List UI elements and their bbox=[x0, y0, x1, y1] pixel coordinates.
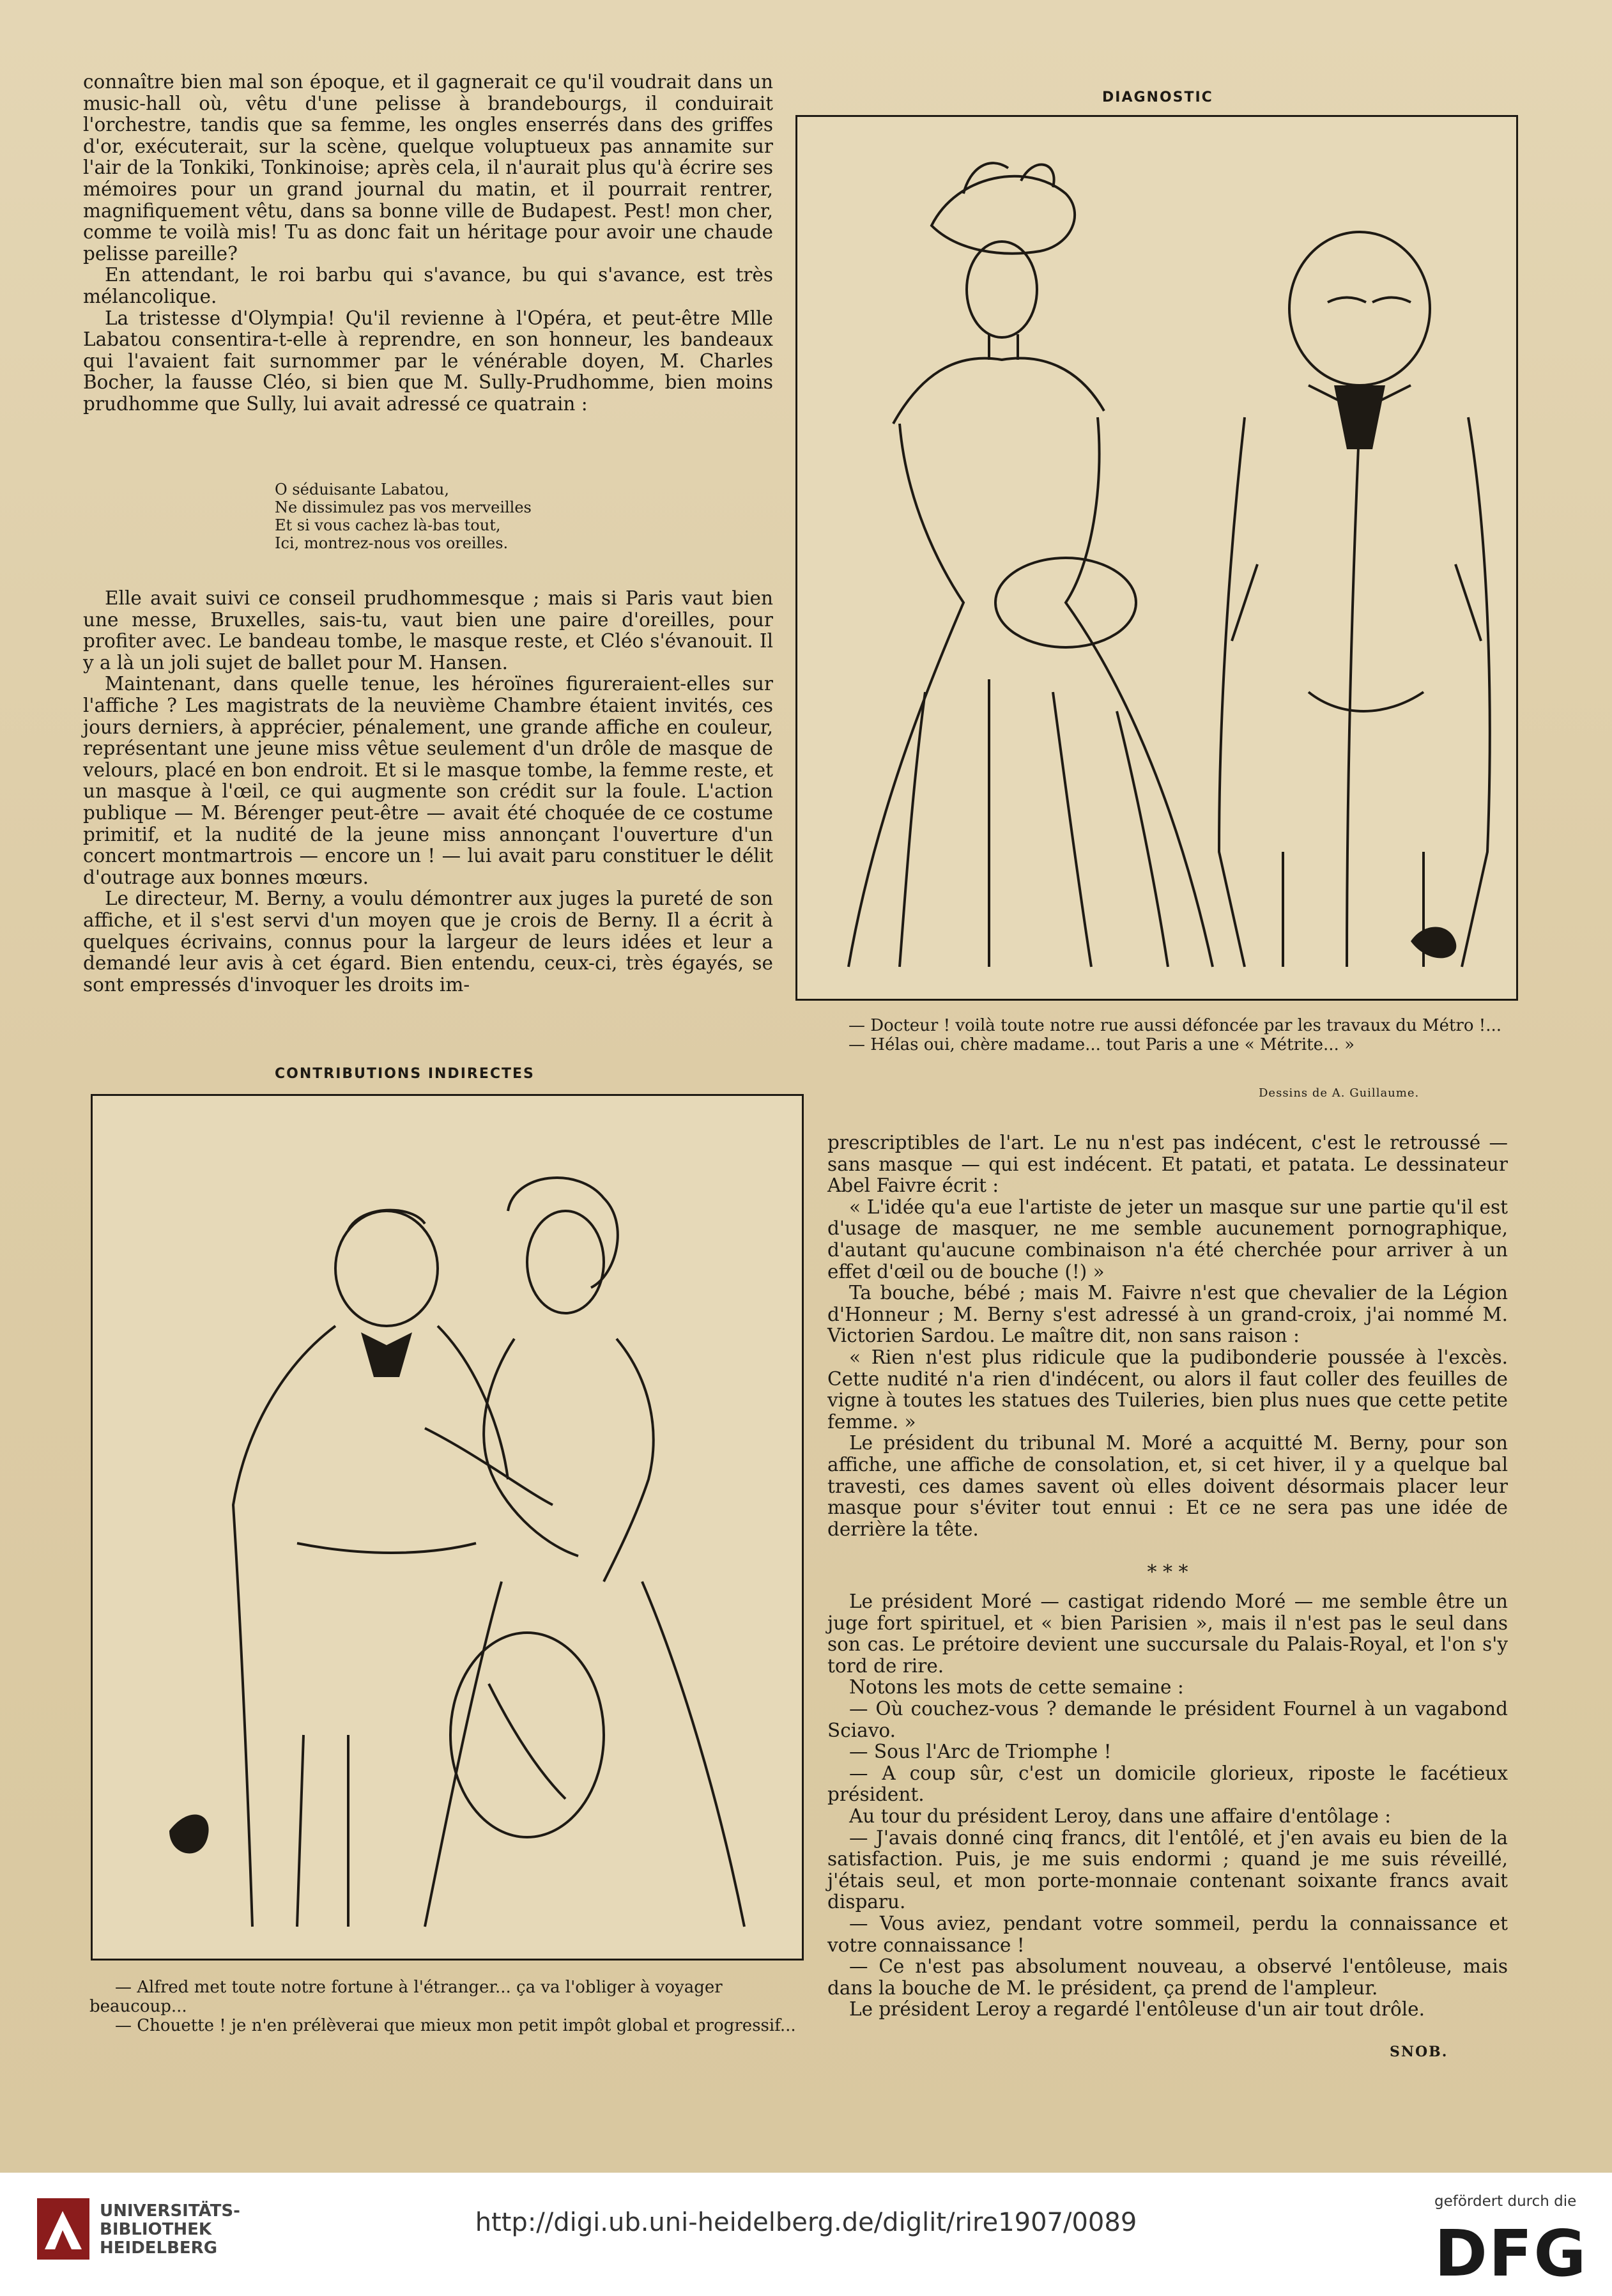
illustration-diagnostic bbox=[795, 115, 1518, 1001]
illustration-title: DIAGNOSTIC bbox=[1102, 89, 1213, 105]
paragraph: « Rien n'est plus ridicule que la pudibonderie poussée à l'excès. Cette nudité n'a rien d'indécent, ou alors il faut coller des feuilles de vigne à toutes les statues des Tuileries, bien plus nues que cette petite femme. » bbox=[827, 1346, 1508, 1433]
paragraph: — J'avais donné cinq francs, dit l'entôlé, et j'en avais eu bien de la satisfaction. Puis, je me suis endormi ; quand je me suis réveillé, j'étais seul, et mon porte-monnaie contenant soixante francs avait disparu. bbox=[827, 1826, 1508, 1913]
quatrain-line: Ici, montrez-nous vos oreilles. bbox=[275, 534, 509, 552]
legend-line: — Chouette ! je n'en prélèverai que mieux mon petit impôt global et progressif... bbox=[115, 2016, 796, 2035]
paragraph: prescriptibles de l'art. Le nu n'est pas indécent, c'est le retroussé — sans masque — qui est indécent. Et patati, et patata. Le dessinateur Abel Faivre écrit : bbox=[827, 1132, 1508, 1197]
quatrain-line: O séduisante Labatou, bbox=[275, 481, 449, 498]
university-name-line: HEIDELBERG bbox=[100, 2238, 218, 2258]
illustration-title: CONTRIBUTIONS INDIRECTES bbox=[275, 1066, 535, 1082]
legend-line: — Docteur ! voilà toute notre rue aussi défoncée par les travaux du Métro !... bbox=[848, 1016, 1501, 1035]
paragraph: La tristesse d'Olympia! Qu'il revienne à l'Opéra, et peut-être Mlle Labatou consentira-t-elle à reprendre, en son honneur, les bandeaux qui l'avaient fait surnommer par le vénérable doyen, M. Charles Bocher, la fausse Cléo, si bien que M. Sully-Prudhomme, bien moins prudhomme que Sully, lui avait adressé ce quatrain : bbox=[83, 307, 773, 415]
right-column-second bbox=[827, 1591, 1508, 2021]
dfg-logo[interactable]: DFG bbox=[1434, 2216, 1588, 2291]
paragraph: — Vous aviez, pendant votre sommeil, perdu la connaissance et votre connaissance ! bbox=[827, 1912, 1508, 1956]
paragraph: Le président Moré — castigat ridendo Moré — me semble être un juge fort spirituel, et « bien Parisien », mais il n'est pas le seul dans son cas. Le prétoire devient une succursale du Palais-Royal, et l'on s'y tord de rire. bbox=[827, 1591, 1508, 1677]
asterism: * * * bbox=[1147, 1561, 1188, 1583]
illustration-credit: Dessins de A. Guillaume. bbox=[1259, 1086, 1420, 1100]
sponsor-text: gefördert durch die bbox=[1434, 2193, 1577, 2210]
paragraph: Le président Leroy a regardé l'entôleuse d'un air tout drôle. bbox=[849, 1998, 1425, 2021]
left-column-top bbox=[83, 72, 773, 415]
right-column bbox=[827, 1132, 1508, 1540]
contributions-drawing bbox=[93, 1096, 802, 1959]
quatrain-line: Ne dissimulez pas vos merveilles bbox=[275, 498, 532, 516]
paragraph: Le directeur, M. Berny, a voulu démontrer aux juges la pureté de son affiche, et il s'est servi d'un moyen que je crois de Berny. Il a écrit à quelques écrivains, connus pour la largeur de leurs idées et leur a demandé leur avis à cet égard. Bien entendu, ceux-ci, très égayés, se sont empressés d'invoquer les droits im- bbox=[83, 888, 773, 996]
paragraph: « L'idée qu'a eue l'artiste de jeter un masque sur une partie qu'il est d'usage de masquer, ne me semble aucunement pornographique, d'autant qu'aucune combinaison n'a été cherchée pour arriver à un effet d'œil ou de bouche (!) » bbox=[827, 1196, 1508, 1283]
university-name-line: UNIVERSITÄTS- bbox=[100, 2201, 240, 2221]
paragraph: connaître bien mal son époque, et il gagnerait ce qu'il voudrait dans un music-hall où, vêtu d'une pelisse à brandebourgs, il conduirait l'orchestre, tandis que sa femme, les ongles enserrés dans des griffes d'or, exécuterait, sur la scène, quelque voluptueux pas annamite sur l'air de la Tonkiki, Tonkinoise; après cela, il n'aurait plus qu'à écrire ses mémoires pour un grand journal du matin, et il pourrait rentrer, magnifiquement vêtu, dans sa bonne ville de Budapest. Pest! mon cher, comme te voilà mis! Tu as donc fait un héritage pour avoir une chaude pelisse pareille? bbox=[83, 71, 773, 265]
author-signature: SNOB. bbox=[1390, 2044, 1448, 2060]
paragraph: Notons les mots de cette semaine : bbox=[849, 1676, 1184, 1699]
paragraph: En attendant, le roi barbu qui s'avance, bu qui s'avance, est très mélancolique. bbox=[83, 264, 773, 307]
paragraph: Au tour du président Leroy, dans une affaire d'entôlage : bbox=[849, 1805, 1392, 1827]
left-column-bottom bbox=[83, 588, 773, 996]
quatrain bbox=[275, 481, 532, 552]
paragraph: Le président du tribunal M. Moré a acquitté M. Berny, pour son affiche, une affiche de consolation, et, si cet hiver, il y a quelque bal travesti, ces dames savent où elles doivent désormais placer leur masque pour s'éviter tout ennui : Et ce ne sera pas une idée de derrière la tête. bbox=[827, 1432, 1508, 1540]
diagnostic-legend bbox=[797, 1016, 1513, 1054]
illustration-contributions bbox=[91, 1094, 804, 1961]
legend-line: — Alfred met toute notre fortune à l'étranger... ça va l'obliger à voyager beaucoup... bbox=[89, 1978, 723, 2016]
paragraph: Maintenant, dans quelle tenue, les héroïnes figureraient-elles sur l'affiche ? Les magistrats de la neuvième Chambre étaient invités, ces jours derniers, à apprécier, pénalement, une grande affiche en couleur, représentant une jeune miss vêtue seulement d'un drôle de masque de velours, placé en bon endroit. Et si le masque tombe, la femme reste, et un masque à l'œil, ce qui augmente son crédit sur la foule. L'action publique — M. Bérenger peut-être — avait été choquée de ce costume primitif, et la nudité de la jeune miss annonçant l'ouverture d'un concert montmartrois — encore un ! — lui avait paru constituer le délit d'outrage aux bonnes mœurs. bbox=[83, 673, 773, 888]
paragraph: — Ce n'est pas absolument nouveau, a observé l'entôleuse, mais dans la bouche de M. le président, ça prend de l'ampleur. bbox=[827, 1955, 1508, 1999]
diagnostic-drawing bbox=[797, 117, 1516, 999]
contributions-legend bbox=[89, 1978, 799, 2035]
paragraph: Ta bouche, bébé ; mais M. Faivre n'est que chevalier de la Légion d'Honneur ; M. Berny s'est adressé à un grand-croix, j'ai nommé M. Victorien Sardou. Le maître dit, non sans raison : bbox=[827, 1282, 1508, 1347]
university-name-line: BIBLIOTHEK bbox=[100, 2220, 212, 2239]
legend-line: — Hélas oui, chère madame... tout Paris a une « Métrite... » bbox=[848, 1035, 1355, 1054]
paragraph: — Où couchez-vous ? demande le président Fournel à un vagabond Sciavo. bbox=[827, 1697, 1508, 1741]
permalink-url[interactable]: http://digi.ub.uni-heidelberg.de/diglit/rire1907/0089 bbox=[475, 2208, 1137, 2237]
paragraph: — A coup sûr, c'est un domicile glorieux, riposte le facétieux président. bbox=[827, 1762, 1508, 1806]
paragraph: Elle avait suivi ce conseil prudhommesque ; mais si Paris vaut bien une messe, Bruxelles, sais-tu, vaut bien une paire d'oreilles, pour profiter avec. Le bandeau tombe, le masque reste, et Cléo s'évanouit. Il y a là un joli sujet de ballet pour M. Hansen. bbox=[83, 587, 773, 674]
paragraph: — Sous l'Arc de Triomphe ! bbox=[849, 1741, 1112, 1763]
quatrain-line: Et si vous cachez là-bas tout, bbox=[275, 516, 501, 534]
